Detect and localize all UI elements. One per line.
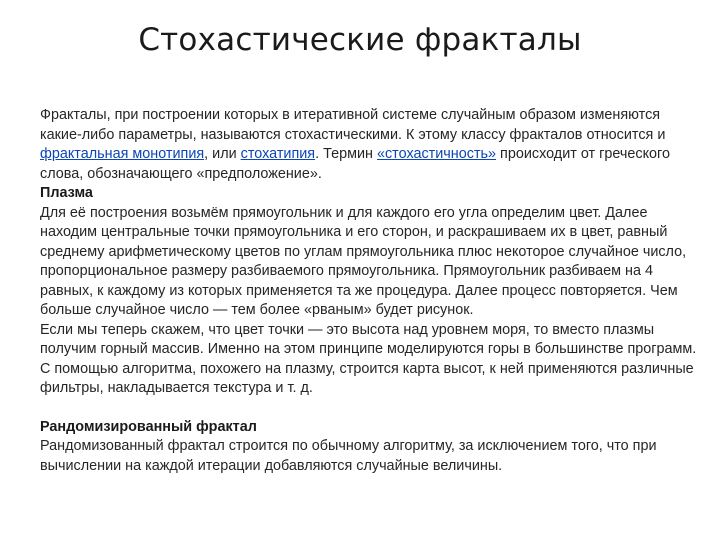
content-body: [40, 106, 700, 476]
intro-text-2: , или: [204, 146, 241, 162]
plasma-paragraph-1: Для её построения возьмём прямоугольник и для каждого его угла определим цвет. Далее находим центральные точки прямоугольника и его сторон, и раскрашиваем их в цвет, равный среднему арифметическому цветов по углам прямоугольника плюс некоторое случайное число, пропорциональное размеру разбиваемого прямоугольника. Прямоугольник разбиваем на 4 равных, к каждому из которых применяется та же процедура. Далее процесс повторяется. Чем больше случайное число — тем более «рваным» будет рисунок.: [40, 204, 687, 318]
link-stochasticity[interactable]: «стохастичность»: [376, 146, 497, 162]
link-fractal-monotype[interactable]: фрактальная монотипия: [40, 146, 205, 162]
random-fractal-heading: Рандомизированный фрактал: [40, 418, 257, 435]
link-stochatype[interactable]: стохатипия: [240, 146, 316, 162]
intro-paragraph: [40, 106, 700, 184]
intro-text-4: происходит от греческого слова, обозначающего «предположение».: [40, 146, 670, 182]
intro-text-1: Фракталы, при построении которых в итеративной системе случайным образом изменяются какие-либо параметры, называются стохастическими. К этому классу фракталов относится и: [40, 107, 666, 143]
intro-text-3: . Термин: [315, 146, 377, 162]
plasma-paragraph-2: Если мы теперь скажем, что цвет точки — это высота над уровнем моря, то вместо плазмы получим горный массив. Именно на этом принципе моделируются горы в большинстве программ. С помощью алгоритма, похожего на плазму, строится карта высот, к ней применяются различные фильтры, накладывается текстура и т. д.: [40, 321, 697, 396]
section-spacer: [40, 399, 700, 418]
page-title: Стохастические фракталы: [138, 22, 582, 58]
plasma-heading: Плазма: [40, 185, 93, 201]
random-fractal-paragraph: Рандомизованный фрактал строится по обычному алгоритму, за исключением того, что при вычислении на каждой итерации добавляются случайные величины.: [40, 438, 657, 474]
